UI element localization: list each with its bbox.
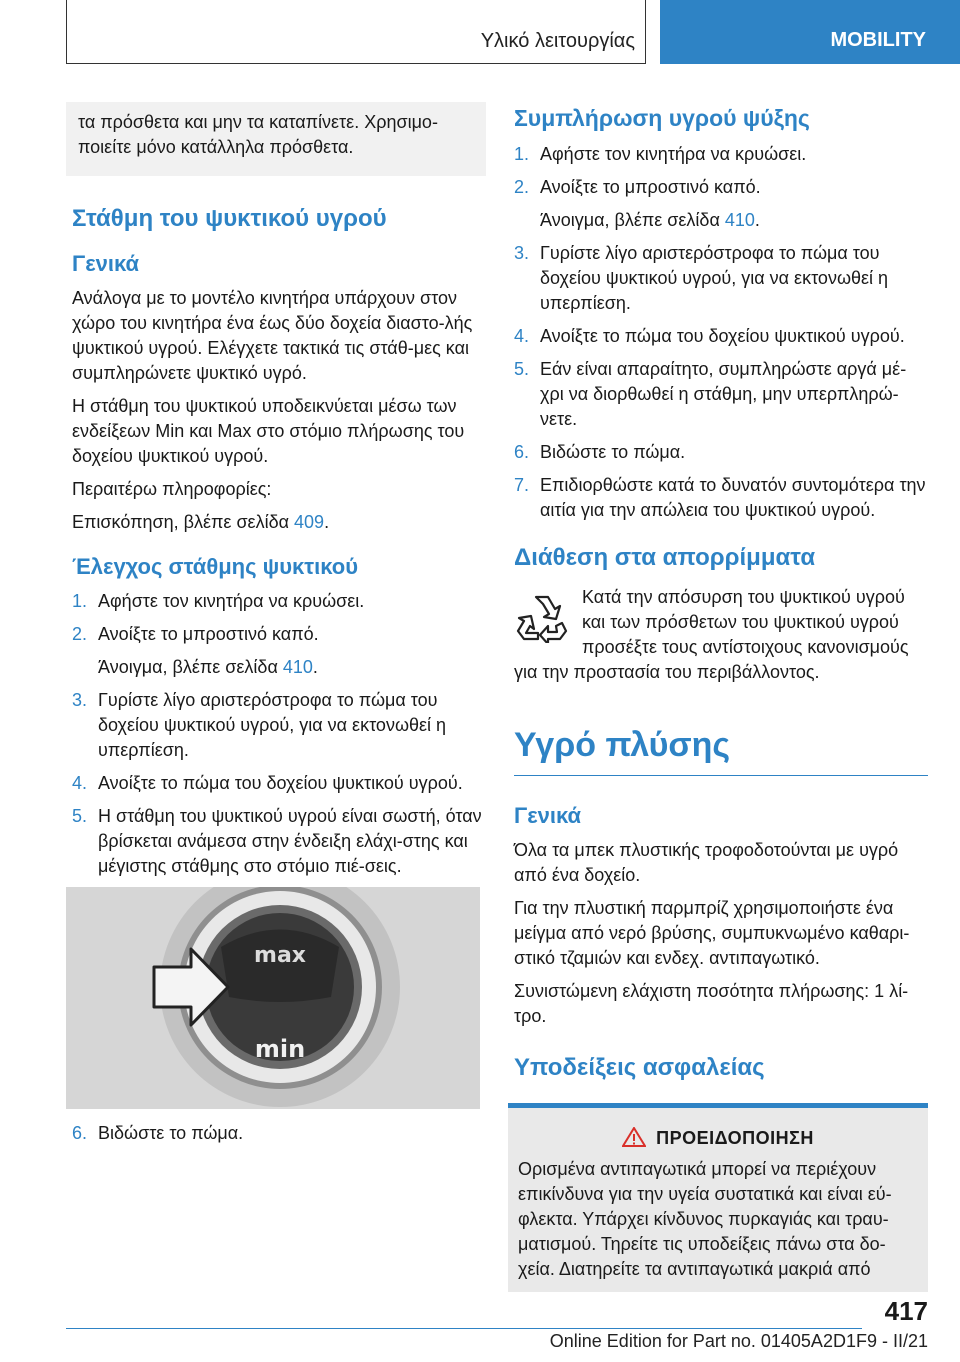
page-number: 417 bbox=[884, 1296, 928, 1326]
opening-reference: Άνοιγμα, βλέπε σελίδα 410. bbox=[98, 657, 318, 677]
fill-steps-list bbox=[514, 142, 928, 200]
list-item: 1. Αφήστε τον κινητήρα να κρυώσει. bbox=[72, 591, 365, 611]
note-box bbox=[66, 102, 486, 176]
opening-page-link[interactable]: 410 bbox=[724, 210, 755, 230]
list-item: 4. Ανοίξτε το πώμα του δοχείου ψυκτικού υγρού. bbox=[514, 326, 905, 346]
header-box bbox=[66, 0, 646, 64]
mobility-tab-label: MOBILITY bbox=[830, 29, 926, 51]
list-item: 5. Η στάθμη του ψυκτικού υγρού είναι σωστή, όταν βρίσκεται ανάμεσα στην ένδειξη ελάχι-στης και μέγιστης στάθμης στο στόμιο πιέ-σεις. bbox=[72, 806, 482, 876]
note-text: τα πρόσθετα και μην τα καταπίνετε. Χρησιμο-ποιείτε μόνο κατάλληλα πρόσθετα. bbox=[78, 112, 438, 157]
general-paragraph-2: Η στάθμη του ψυκτικού υποδεικνύεται μέσω των ενδείξεων Min και Max στο στόμιο πλήρωσης του δοχείου ψυκτικού υγρού. bbox=[72, 396, 465, 466]
list-item: 6. Βιδώστε το πώμα. bbox=[514, 442, 686, 462]
mobility-tab[interactable] bbox=[660, 0, 960, 64]
washer-fluid-heading: Υγρό πλύσης bbox=[514, 723, 928, 776]
washer-paragraph-1: Όλα τα μπεκ πλυστικής τροφοδοτούνται με υγρό από ένα δοχείο. bbox=[514, 840, 899, 885]
list-item: 3. Γυρίστε λίγο αριστερόστροφα το πώμα του δοχείου ψυκτικού υγρού, για να εκτονωθεί η υπερπίεση. bbox=[72, 690, 447, 760]
footer-divider bbox=[66, 1328, 862, 1329]
check-level-heading: Έλεγχος στάθμης ψυκτικού bbox=[72, 554, 359, 579]
list-item: 1. Αφήστε τον κινητήρα να κρυώσει. bbox=[514, 144, 807, 164]
recycling-icon bbox=[514, 591, 570, 643]
overview-page-link[interactable]: 409 bbox=[294, 512, 325, 532]
list-item: 3. Γυρίστε λίγο αριστερόστροφα το πώμα του δοχείου ψυκτικού υγρού, για να εκτονωθεί η υπερπίεση. bbox=[514, 243, 889, 313]
max-label: max bbox=[254, 943, 306, 968]
list-item: 2. Ανοίξτε το μπροστινό καπό. bbox=[514, 177, 761, 197]
opening-reference: Άνοιγμα, βλέπε σελίδα 410. bbox=[540, 210, 760, 230]
list-item: 5. Εάν είναι απαραίτητο, συμπληρώστε αργά μέ-χρι να διορθωθεί η στάθμη, μην υπερπληρώ-νετε. bbox=[514, 359, 907, 429]
washer-paragraph-2: Για την πλυστική παρμπρίζ χρησιμοποιήστε ένα μείγμα από νερό βρύσης, συμπυκνωμένο καθαρι-στικό τζαμιών και ενδεχ. αντιπαγωτικό. bbox=[514, 898, 910, 968]
disposal-heading: Διάθεση στα απορρίμματα bbox=[514, 544, 816, 571]
edition-text: Online Edition for Part no. 01405A2D1F9 - II/21 bbox=[549, 1331, 928, 1351]
check-steps-list-end bbox=[72, 1121, 486, 1146]
warning-text: Ορισμένα αντιπαγωτικά μπορεί να περιέχουν επικίνδυνα για την υγεία συστατικά και είναι εύ-φλεκτα. Υπάρχει κίνδυνος πυρκαγιάς και τραυ-ματισμού. Τηρείτε τις υποδείξεις πάνω στα δο-χεία. Διατηρείτε τα αντιπαγωτικά μακριά από bbox=[518, 1159, 892, 1279]
fill-steps-list-cont bbox=[514, 241, 928, 523]
more-info-label: Περαιτέρω πληροφορίες: bbox=[72, 479, 272, 499]
list-item: 6. Βιδώστε το πώμα. bbox=[72, 1123, 244, 1143]
right-column bbox=[514, 104, 928, 1292]
coolant-cap-figure bbox=[66, 887, 480, 1109]
washer-paragraph-3: Συνιστώμενη ελάχιστη ποσότητα πλήρωσης: 1 λί-τρο. bbox=[514, 981, 909, 1026]
warning-box bbox=[508, 1103, 928, 1292]
disposal-text: Κατά την απόσυρση του ψυκτικού υγρού και των πρόσθετων του ψυκτικού υγρού προσέξτε τους αντίστοιχους κανονισμούς για την προστασία του περιβάλλοντος. bbox=[514, 587, 909, 682]
fill-coolant-heading: Συμπλήρωση υγρού ψύξης bbox=[514, 105, 810, 131]
min-label: min bbox=[254, 1035, 306, 1063]
section-title: Υλικό λειτουργίας bbox=[480, 30, 635, 52]
warning-title: ΠΡΟΕΙΔΟΠΟΙΗΣΗ bbox=[656, 1128, 814, 1148]
safety-heading: Υποδείξεις ασφαλείας bbox=[514, 1054, 765, 1081]
coolant-cap-illustration bbox=[66, 887, 480, 1109]
left-column bbox=[72, 102, 486, 1154]
general-heading: Γενικά bbox=[72, 251, 140, 276]
overview-reference: Επισκόπηση, βλέπε σελίδα 409. bbox=[72, 512, 330, 532]
opening-page-link[interactable]: 410 bbox=[282, 657, 313, 677]
warning-triangle-icon bbox=[622, 1127, 646, 1147]
check-steps-list bbox=[72, 589, 486, 647]
warning-title-row bbox=[518, 1126, 918, 1151]
list-item: 7. Επιδιορθώστε κατά το δυνατόν συντομότερα την αιτία για την απώλεια του ψυκτικού υγρού. bbox=[514, 475, 926, 520]
disposal-block bbox=[514, 585, 928, 685]
list-item: 4. Ανοίξτε το πώμα του δοχείου ψυκτικού υγρού. bbox=[72, 773, 463, 793]
list-item: 2. Ανοίξτε το μπροστινό καπό. bbox=[72, 624, 319, 644]
general-heading: Γενικά bbox=[514, 803, 582, 828]
check-steps-list-cont bbox=[72, 688, 486, 879]
coolant-level-heading: Στάθμη του ψυκτικού υγρού bbox=[72, 205, 387, 232]
general-paragraph-1: Ανάλογα με το μοντέλο κινητήρα υπάρχουν στον χώρο του κινητήρα ένα έως δύο δοχεία διαστο-λής ψυκτικού υγρού. Ελέγχετε τακτικά τις στάθ-μες και συμπληρώνετε ψυκτικό υγρό. bbox=[72, 288, 473, 383]
